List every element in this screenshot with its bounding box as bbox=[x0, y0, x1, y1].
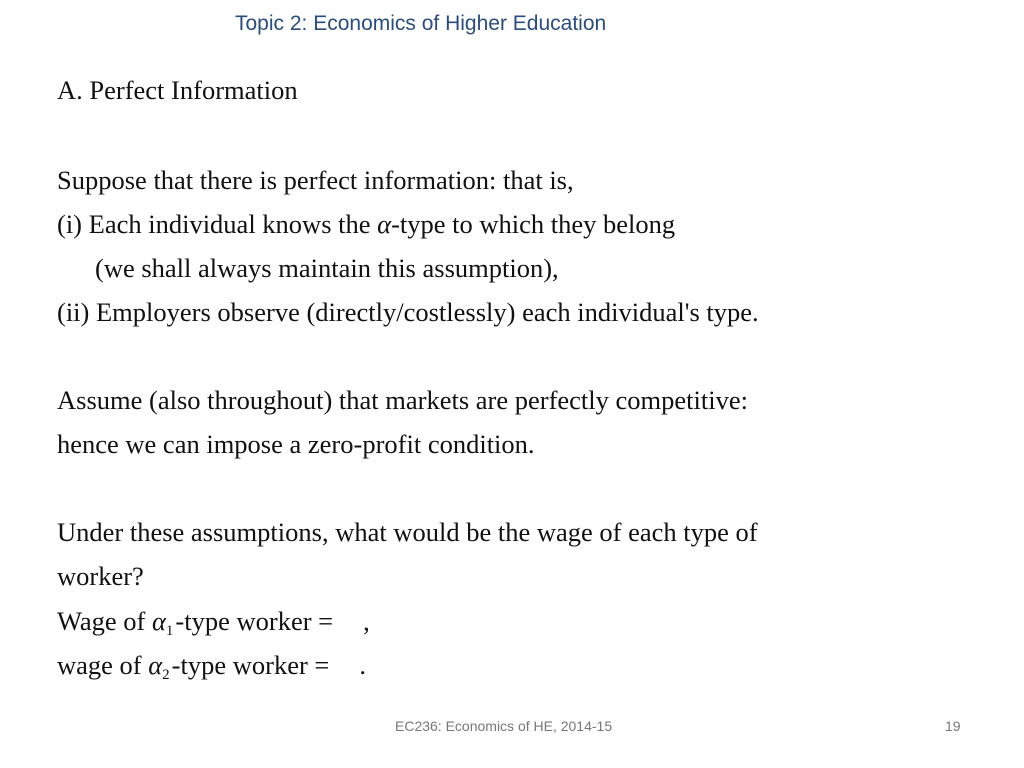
text: -type worker = bbox=[171, 650, 330, 680]
subscript: 2 bbox=[162, 667, 170, 683]
text: , bbox=[363, 606, 370, 636]
para3-line2: worker? bbox=[57, 561, 144, 591]
alpha-symbol: α bbox=[152, 606, 166, 636]
slide-header-title: Topic 2: Economics of Higher Education bbox=[235, 12, 607, 35]
wage2-line bbox=[57, 649, 366, 691]
text: -type to which they belong bbox=[391, 209, 676, 239]
text: (i) Each individual knows the bbox=[57, 209, 378, 239]
alpha-symbol: α bbox=[377, 209, 392, 239]
text: -type worker = bbox=[175, 606, 334, 636]
para1-line1: Suppose that there is perfect information: that is, bbox=[57, 165, 574, 195]
para2-line1: Assume (also throughout) that markets are perfectly competitive: bbox=[57, 385, 748, 415]
text: . bbox=[359, 650, 366, 680]
subscript: 1 bbox=[165, 623, 174, 639]
para1-line4: (ii) Employers observe (directly/costlessly) each individual's type. bbox=[57, 297, 759, 327]
para2-line2: hence we can impose a zero-profit condition. bbox=[57, 429, 535, 459]
para1-line3: (we shall always maintain this assumption), bbox=[95, 253, 559, 283]
para1-line2 bbox=[57, 208, 675, 240]
text: Wage of bbox=[57, 606, 152, 636]
para3-line1: Under these assumptions, what would be the wage of each type of bbox=[57, 517, 758, 547]
text: wage of bbox=[57, 650, 149, 680]
page-number: 19 bbox=[945, 718, 961, 734]
section-heading: A. Perfect Information bbox=[57, 75, 298, 105]
footer-course: EC236: Economics of HE, 2014-15 bbox=[395, 718, 613, 734]
alpha-symbol: α bbox=[148, 650, 163, 680]
wage1-line bbox=[57, 605, 370, 647]
